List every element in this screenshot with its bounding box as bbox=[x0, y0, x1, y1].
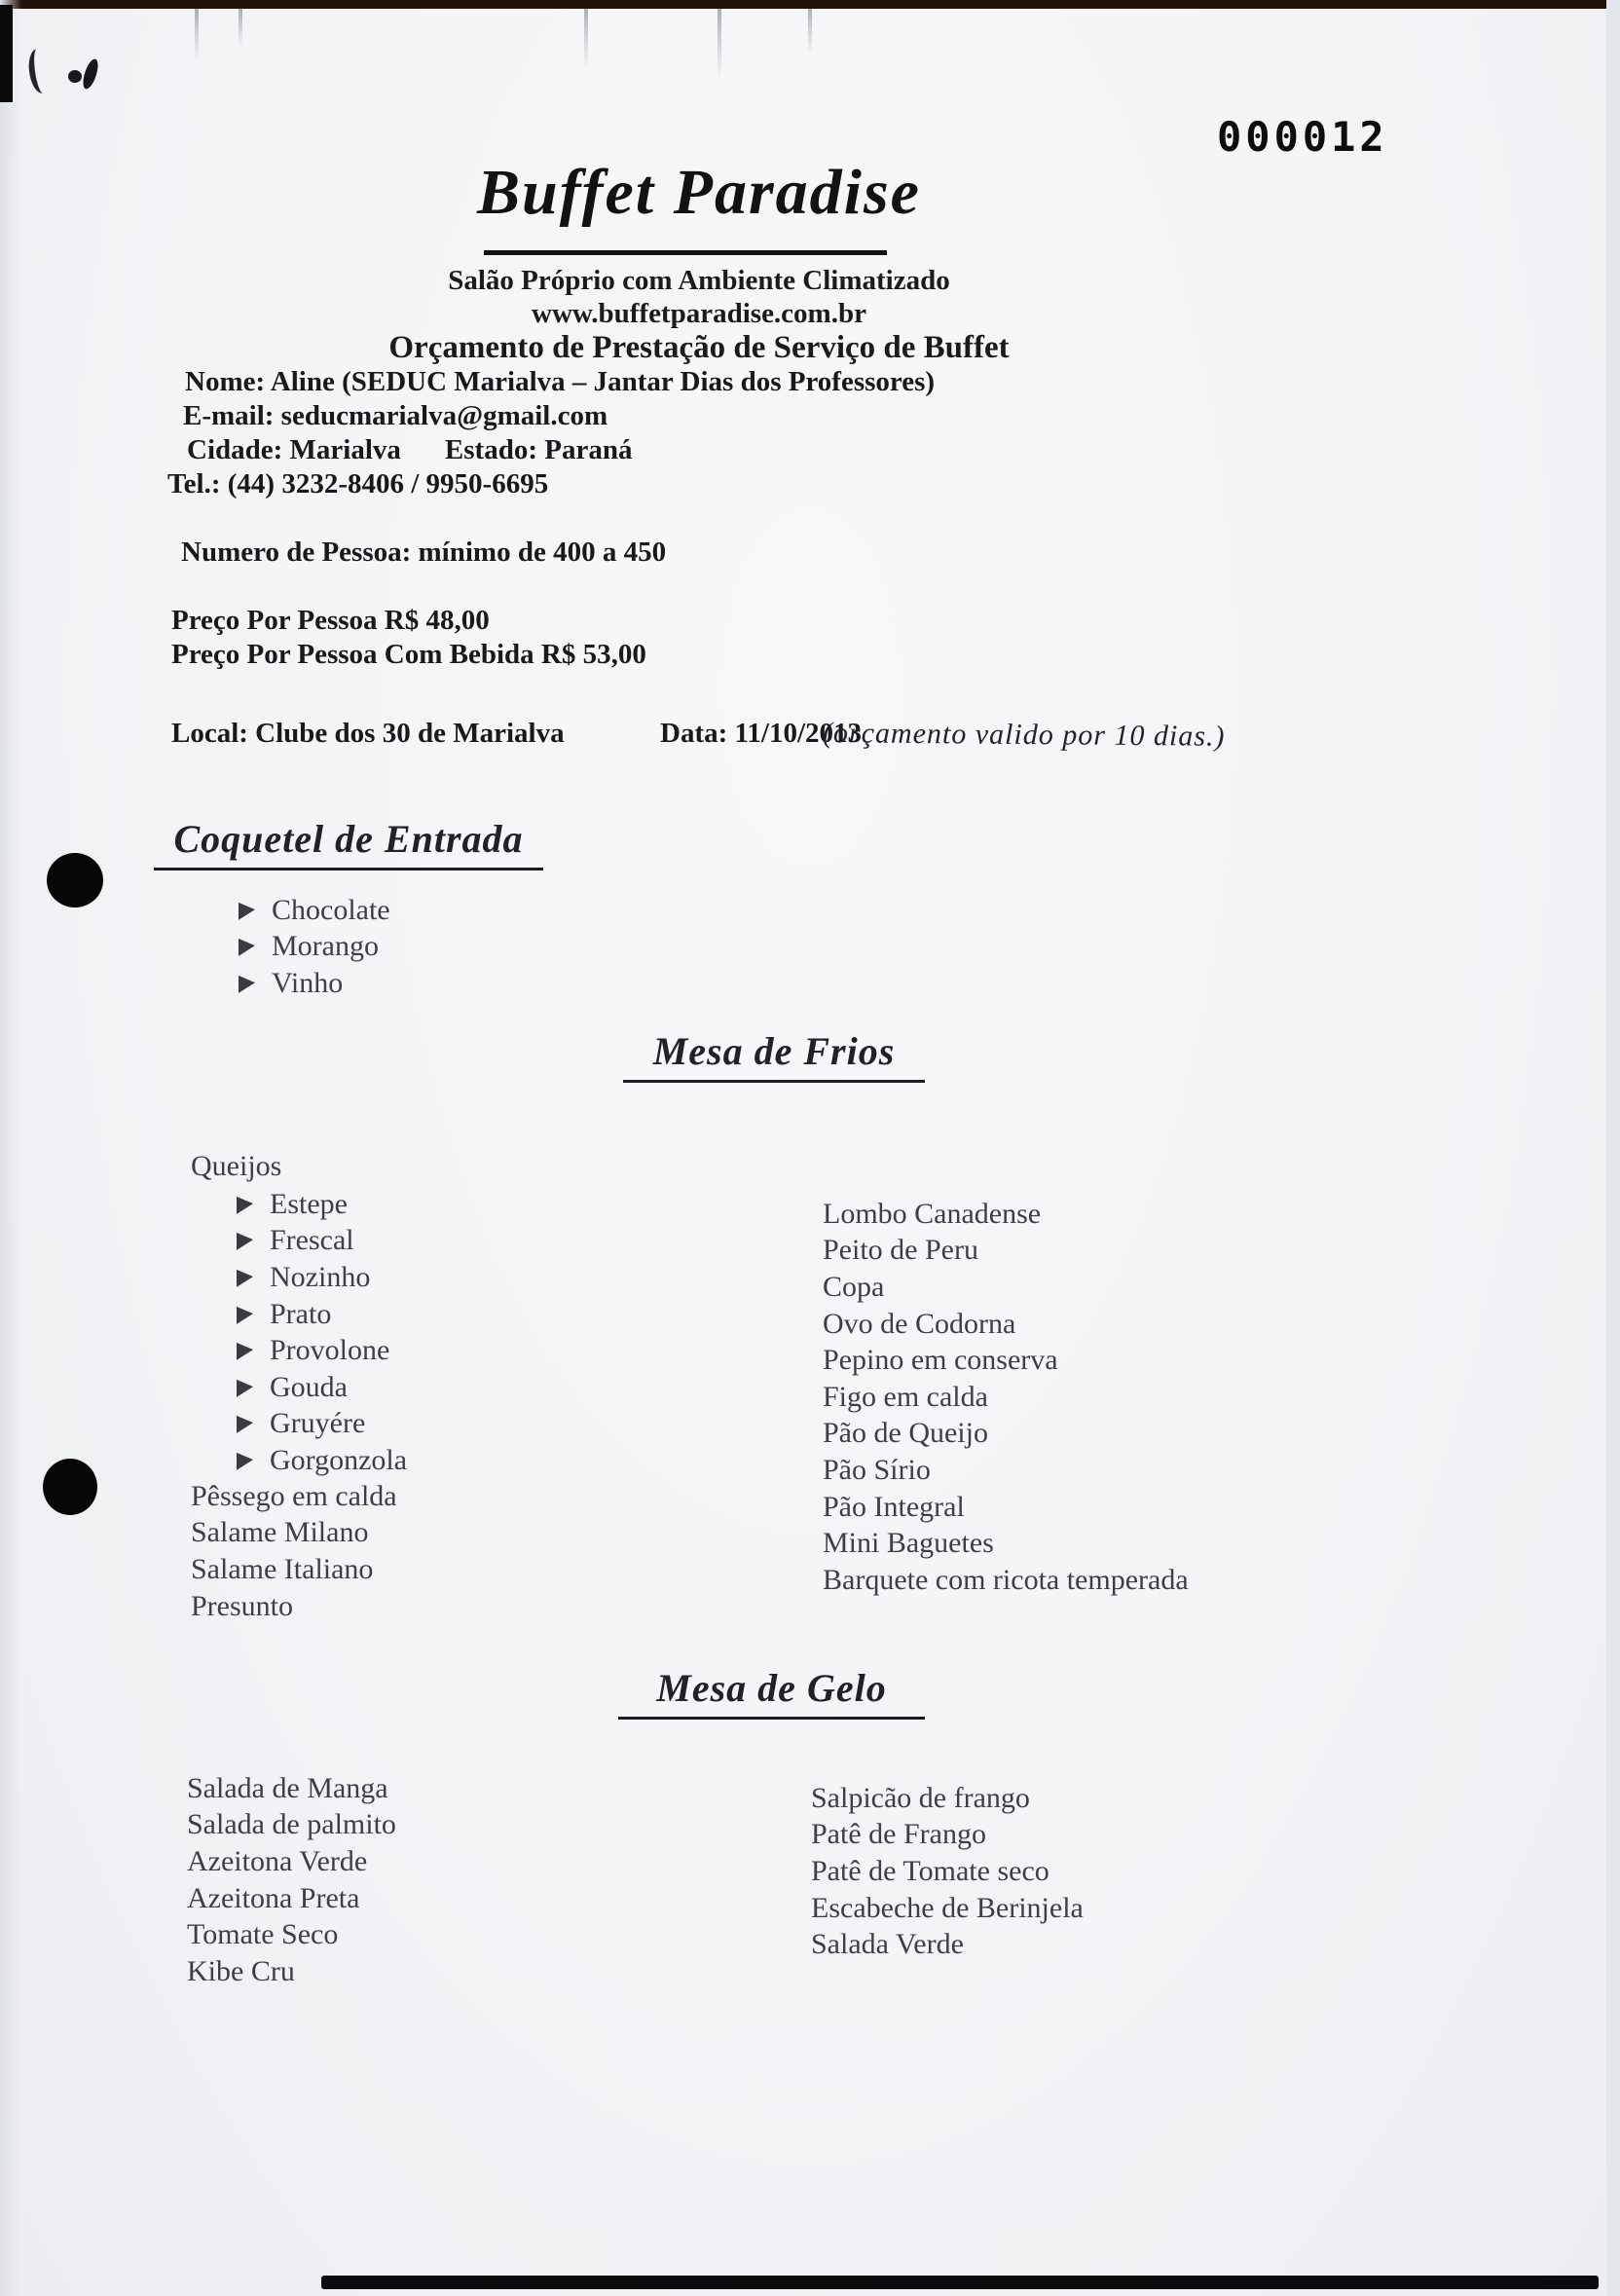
ink-smudge bbox=[81, 57, 99, 91]
menu-item-label: Pepino em conserva bbox=[823, 1344, 1058, 1377]
scan-streak-artifact bbox=[195, 9, 199, 59]
client-phone-line: Tel.: (44) 3232-8406 / 9950-6695 bbox=[167, 468, 549, 500]
arrow-bullet-icon bbox=[237, 1414, 253, 1433]
guest-count-line: Numero de Pessoa: mínimo de 400 a 450 bbox=[181, 537, 667, 568]
list-item bbox=[237, 1223, 407, 1260]
ink-smudge bbox=[26, 48, 54, 95]
list-item bbox=[239, 892, 390, 929]
list-item bbox=[237, 1369, 407, 1406]
validity-note: (orçamento valido por 10 dias.) bbox=[822, 717, 1226, 753]
page-number-stamp: 000012 bbox=[1217, 113, 1388, 161]
list-item bbox=[237, 1442, 407, 1479]
list-item bbox=[191, 1478, 397, 1515]
menu-item-label: Tomate Seco bbox=[187, 1918, 339, 1951]
menu-item-label: Peito de Peru bbox=[823, 1234, 978, 1267]
menu-item-label: Azeitona Preta bbox=[187, 1881, 360, 1914]
menu-item-label: Kibe Cru bbox=[187, 1954, 295, 1987]
menu-item-label: Escabeche de Berinjela bbox=[811, 1891, 1084, 1924]
menu-item-label: Gruyére bbox=[270, 1407, 366, 1440]
list-item bbox=[237, 1186, 407, 1223]
price-with-drinks-line: Preço Por Pessoa Com Bebida R$ 53,00 bbox=[171, 639, 646, 670]
arrow-bullet-icon bbox=[237, 1451, 253, 1470]
menu-item-label: Vinho bbox=[272, 966, 344, 999]
list-item bbox=[823, 1269, 1189, 1306]
price-per-person-line: Preço Por Pessoa R$ 48,00 bbox=[171, 605, 490, 636]
menu-item-label: Salada Verde bbox=[811, 1928, 964, 1961]
menu-item-label: Pêssego em calda bbox=[191, 1479, 397, 1512]
menu-item-label: Lombo Canadense bbox=[823, 1197, 1042, 1230]
list-item bbox=[187, 1880, 396, 1917]
arrow-bullet-icon bbox=[239, 901, 255, 920]
menu-item-label: Salada de Manga bbox=[187, 1771, 388, 1804]
menu-item-label: Gouda bbox=[270, 1370, 348, 1403]
client-state: Estado: Paraná bbox=[444, 434, 633, 465]
company-tagline: Salão Próprio com Ambiente Climatizado bbox=[448, 265, 950, 296]
list-item bbox=[187, 1807, 396, 1844]
queijos-item-list bbox=[237, 1186, 407, 1479]
menu-item-label: Barquete com ricota temperada bbox=[823, 1563, 1189, 1596]
coquetel-item-list bbox=[239, 892, 390, 1002]
gelo-right-item-list bbox=[811, 1780, 1084, 1963]
list-item bbox=[237, 1406, 407, 1443]
menu-item-label: Ovo de Codorna bbox=[823, 1307, 1016, 1340]
arrow-bullet-icon bbox=[237, 1268, 253, 1287]
menu-item-label: Pão Integral bbox=[823, 1490, 965, 1523]
hole-punch-mark bbox=[47, 853, 103, 907]
list-item bbox=[191, 1588, 397, 1625]
hole-punch-mark bbox=[43, 1459, 97, 1515]
section-heading-frios: Mesa de Frios bbox=[623, 1028, 925, 1083]
menu-item-label: Provolone bbox=[270, 1334, 390, 1367]
section-heading-coquetel: Coquetel de Entrada bbox=[154, 816, 543, 870]
list-item bbox=[191, 1515, 397, 1552]
scan-streak-artifact bbox=[584, 9, 588, 67]
arrow-bullet-icon bbox=[237, 1341, 253, 1360]
menu-item-label: Prato bbox=[270, 1297, 332, 1330]
section-heading-gelo: Mesa de Gelo bbox=[618, 1665, 925, 1720]
menu-item-label: Mini Baguetes bbox=[823, 1527, 994, 1560]
list-item bbox=[237, 1259, 407, 1296]
logo-underline-rule bbox=[484, 250, 887, 255]
list-item bbox=[823, 1452, 1189, 1489]
scan-streak-artifact bbox=[718, 9, 721, 79]
client-city-state-line bbox=[187, 434, 632, 466]
menu-item-label: Presunto bbox=[191, 1589, 293, 1622]
arrow-bullet-icon bbox=[237, 1378, 253, 1397]
list-item bbox=[811, 1926, 1084, 1963]
list-item bbox=[237, 1296, 407, 1333]
menu-item-label: Salame Milano bbox=[191, 1516, 369, 1549]
scan-streak-artifact bbox=[808, 9, 812, 54]
list-item bbox=[187, 1953, 396, 1990]
scan-corner-artifact bbox=[0, 5, 13, 102]
menu-item-label: Salpicão de frango bbox=[811, 1781, 1030, 1814]
list-item bbox=[237, 1332, 407, 1369]
list-item bbox=[823, 1306, 1189, 1343]
list-item bbox=[811, 1780, 1084, 1817]
list-item bbox=[823, 1525, 1189, 1562]
menu-item-label: Salada de palmito bbox=[187, 1808, 396, 1841]
menu-item-label: Copa bbox=[823, 1270, 885, 1303]
menu-item-label: Patê de Frango bbox=[811, 1818, 986, 1851]
list-item bbox=[823, 1233, 1189, 1270]
menu-item-label: Chocolate bbox=[272, 893, 390, 926]
menu-item-label: Patê de Tomate seco bbox=[811, 1854, 1049, 1887]
document-title: Orçamento de Prestação de Serviço de Buffet bbox=[388, 330, 1010, 365]
list-item bbox=[811, 1817, 1084, 1854]
list-item bbox=[823, 1342, 1189, 1379]
list-item bbox=[811, 1890, 1084, 1927]
scan-bottom-edge-artifact bbox=[321, 2276, 1599, 2289]
list-item bbox=[187, 1770, 396, 1807]
frios-right-item-list bbox=[823, 1196, 1189, 1599]
menu-item-label: Figo em calda bbox=[823, 1380, 988, 1413]
client-name-line: Nome: Aline (SEDUC Marialva – Jantar Dias dos Professores) bbox=[185, 366, 936, 397]
menu-item-label: Nozinho bbox=[270, 1260, 371, 1293]
scan-top-edge-artifact bbox=[0, 0, 1620, 9]
arrow-bullet-icon bbox=[237, 1231, 253, 1250]
list-item bbox=[811, 1853, 1084, 1890]
date-line: Data: 11/10/2013 bbox=[660, 718, 863, 749]
menu-item-label: Azeitona Verde bbox=[187, 1844, 368, 1877]
scan-right-edge bbox=[1606, 0, 1620, 2296]
list-item bbox=[191, 1551, 397, 1588]
list-item bbox=[823, 1416, 1189, 1453]
menu-item-label: Morango bbox=[272, 930, 379, 963]
arrow-bullet-icon bbox=[239, 937, 255, 956]
scan-streak-artifact bbox=[239, 9, 242, 46]
list-item bbox=[187, 1916, 396, 1953]
arrow-bullet-icon bbox=[237, 1305, 253, 1324]
menu-item-label: Gorgonzola bbox=[270, 1443, 408, 1476]
venue-line: Local: Clube dos 30 de Marialva bbox=[171, 718, 565, 749]
list-item bbox=[823, 1489, 1189, 1526]
list-item bbox=[187, 1843, 396, 1880]
list-item bbox=[823, 1379, 1189, 1416]
client-email-line: E-mail: seducmarialva@gmail.com bbox=[183, 400, 608, 431]
menu-item-label: Estepe bbox=[270, 1187, 348, 1220]
list-item bbox=[823, 1562, 1189, 1599]
frios-left-item-list bbox=[191, 1478, 397, 1624]
menu-item-label: Salame Italiano bbox=[191, 1552, 374, 1585]
menu-item-label: Pão de Queijo bbox=[823, 1417, 988, 1450]
menu-item-label: Frescal bbox=[270, 1224, 354, 1257]
list-item bbox=[239, 929, 390, 966]
ink-smudge bbox=[68, 70, 82, 83]
menu-item-label: Pão Sírio bbox=[823, 1453, 931, 1486]
queijos-label: Queijos bbox=[191, 1150, 282, 1182]
arrow-bullet-icon bbox=[237, 1195, 253, 1214]
list-item bbox=[239, 965, 390, 1002]
company-logo: Buffet Paradise bbox=[477, 157, 921, 228]
client-city: Cidade: Marialva bbox=[187, 434, 401, 465]
company-website: www.buffetparadise.com.br bbox=[532, 298, 866, 329]
gelo-left-item-list bbox=[187, 1770, 396, 1990]
list-item bbox=[823, 1196, 1189, 1233]
arrow-bullet-icon bbox=[239, 974, 255, 993]
